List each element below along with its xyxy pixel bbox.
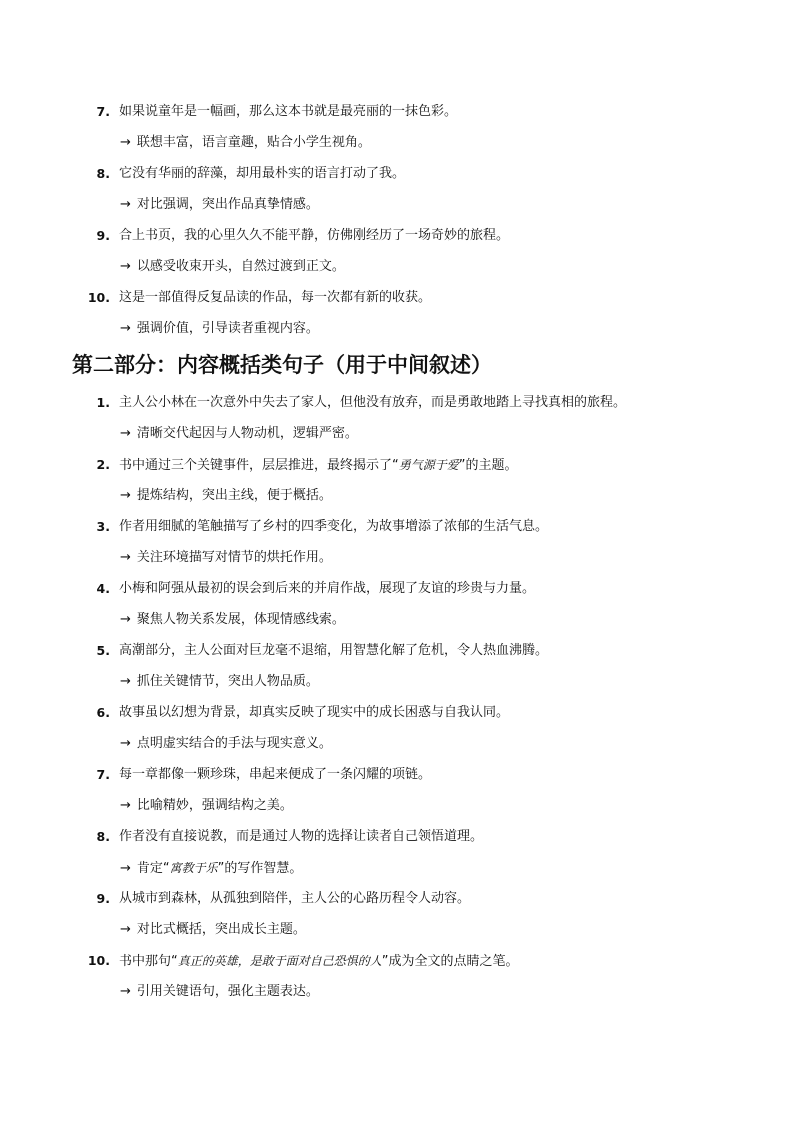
arrow-icon: →	[120, 612, 131, 627]
item-number: 10.	[87, 290, 110, 305]
sentence-part: ”成为全文的点睛之笔。	[381, 954, 519, 969]
item-number: 9.	[96, 891, 110, 906]
arrow-icon: →	[120, 798, 131, 813]
item-note	[120, 486, 332, 506]
item-note	[120, 610, 345, 630]
sentence-part: ”的主题。	[458, 458, 518, 473]
item-note	[120, 796, 293, 816]
arrow-icon: →	[120, 861, 131, 876]
item-number: 8.	[96, 829, 110, 844]
item-number: 3.	[96, 519, 110, 534]
item-sentence: 合上书页，我的心里久久不能平静，仿佛刚经历了一场奇妙的旅程。	[119, 228, 510, 243]
note-text: 提炼结构，突出主线，便于概括。	[136, 488, 332, 503]
list-item	[0, 226, 794, 288]
item-note	[120, 920, 306, 940]
arrow-icon: →	[120, 674, 131, 689]
item-note	[120, 319, 319, 339]
item-sentence: 作者用细腻的笔触描写了乡村的四季变化，为故事增添了浓郁的生活气息。	[119, 519, 549, 534]
list-item	[0, 517, 794, 579]
list-item	[0, 641, 794, 703]
item-sentence: 故事虽以幻想为背景，却真实反映了现实中的成长困惑与自我认同。	[119, 705, 510, 720]
item-number: 8.	[96, 166, 110, 181]
arrow-icon: →	[120, 736, 131, 751]
list-item	[0, 827, 794, 889]
quoted-phrase: 勇气源于爱	[398, 458, 459, 472]
arrow-icon: →	[120, 984, 131, 999]
sentence-part: 书中通过三个关键事件，层层推进，最终揭示了“	[119, 458, 399, 473]
list-item	[0, 164, 794, 226]
arrow-icon: →	[120, 550, 131, 565]
item-note	[120, 982, 319, 1002]
list-item	[0, 889, 794, 951]
item-note	[120, 133, 371, 153]
list-item	[0, 288, 794, 350]
list-item	[0, 703, 794, 765]
list-item	[0, 393, 794, 455]
item-number: 7.	[96, 104, 110, 119]
note-text: 以感受收束开头，自然过渡到正文。	[136, 259, 345, 274]
arrow-icon: →	[120, 488, 131, 503]
item-number: 4.	[96, 581, 110, 596]
item-sentence: 作者没有直接说教，而是通过人物的选择让读者自己领悟道理。	[119, 829, 484, 844]
item-sentence	[119, 455, 518, 476]
arrow-icon: →	[120, 259, 131, 274]
list-item	[0, 579, 794, 641]
list-item	[0, 455, 794, 517]
item-number: 5.	[96, 643, 110, 658]
item-number: 10.	[87, 953, 110, 968]
list-item	[0, 102, 794, 164]
item-note	[120, 858, 302, 879]
note-text: 引用关键语句，强化主题表达。	[136, 984, 319, 999]
list-item	[0, 765, 794, 827]
item-number: 2.	[96, 457, 110, 472]
note-text: 点明虚实结合的手法与现实意义。	[136, 736, 332, 751]
arrow-icon: →	[120, 197, 131, 212]
quoted-phrase: 寓教于乐	[169, 861, 218, 875]
item-sentence: 高潮部分，主人公面对巨龙毫不退缩，用智慧化解了危机，令人热血沸腾。	[119, 643, 549, 658]
list-item	[0, 951, 794, 1013]
item-note	[120, 548, 332, 568]
quoted-phrase: 真正的英雄，是敢于面对自己恐惧的人	[177, 954, 382, 968]
item-number: 6.	[96, 705, 110, 720]
item-note	[120, 424, 358, 444]
section-heading: 第二部分：内容概括类句子（用于中间叙述）	[72, 352, 492, 377]
arrow-icon: →	[120, 321, 131, 336]
item-note	[120, 672, 319, 692]
item-number: 1.	[96, 395, 110, 410]
item-sentence: 每一章都像一颗珍珠，串起来便成了一条闪耀的项链。	[119, 767, 432, 782]
item-sentence: 小梅和阿强从最初的误会到后来的并肩作战，展现了友谊的珍贵与力量。	[119, 581, 536, 596]
sentence-part: 书中那句“	[119, 954, 178, 969]
note-text: 聚焦人物关系发展，体现情感线索。	[136, 612, 345, 627]
item-sentence: 它没有华丽的辞藻，却用最朴实的语言打动了我。	[119, 166, 406, 181]
arrow-icon: →	[120, 922, 131, 937]
part1-list	[0, 102, 794, 350]
note-text: 对比式概括，突出成长主题。	[136, 922, 306, 937]
note-text: 联想丰富，语言童趣，贴合小学生视角。	[136, 135, 371, 150]
item-note	[120, 257, 345, 277]
item-sentence	[119, 951, 519, 972]
note-text: 关注环境描写对情节的烘托作用。	[136, 550, 332, 565]
note-part: ”的写作智慧。	[217, 861, 303, 876]
item-note	[120, 734, 332, 754]
note-text: 强调价值，引导读者重视内容。	[136, 321, 319, 336]
item-note	[120, 195, 319, 215]
arrow-icon: →	[120, 135, 131, 150]
item-sentence: 这是一部值得反复品读的作品，每一次都有新的收获。	[119, 290, 432, 305]
part2-list	[0, 393, 794, 1013]
note-part: 肯定“	[136, 861, 170, 876]
note-text: 清晰交代起因与人物动机，逻辑严密。	[136, 426, 358, 441]
item-sentence: 如果说童年是一幅画，那么这本书就是最亮丽的一抹色彩。	[119, 104, 458, 119]
note-text: 抓住关键情节，突出人物品质。	[136, 674, 319, 689]
item-sentence: 从城市到森林，从孤独到陪伴，主人公的心路历程令人动容。	[119, 891, 471, 906]
note-text: 对比强调，突出作品真挚情感。	[136, 197, 319, 212]
item-number: 9.	[96, 228, 110, 243]
note-text: 比喻精妙，强调结构之美。	[136, 798, 293, 813]
item-number: 7.	[96, 767, 110, 782]
item-sentence: 主人公小林在一次意外中失去了家人，但他没有放弃，而是勇敢地踏上寻找真相的旅程。	[119, 395, 627, 410]
arrow-icon: →	[120, 426, 131, 441]
